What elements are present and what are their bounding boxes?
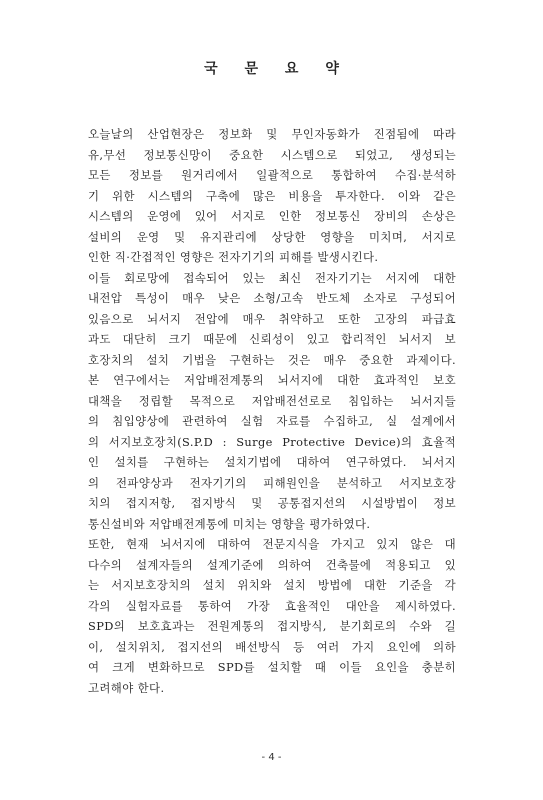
body-line: 는 서지보호장치의 설치 위치와 설치 방법에 대한 기준을 각	[88, 578, 456, 592]
body-line: 대책을 정립할 목적으로 저압배전선로로 침입하는 뇌서지들	[88, 393, 456, 408]
body-line: 이, 설치위치, 접지선의 배선방식 등 여러 가지 요인에 의하	[88, 639, 456, 654]
body-line: 의 전파양상과 전자기기의 피해원인을 분석하고 서지보호장	[88, 475, 456, 490]
body-line: 각의 실험자료를 통하여 가장 효율적인 대안을 제시하였다.	[88, 598, 456, 613]
body-line: 있음으로 뇌서지 전압에 매우 취약하고 또한 고장의 파급효	[88, 311, 456, 326]
body-line: 또한, 현재 뇌서지에 대하여 전문지식을 가지고 있지 않은 대	[88, 537, 456, 551]
body-line: 유,무선 정보통신망이 중요한 시스템으로 되었고, 생성되는	[88, 147, 456, 162]
body-line: 고려해야 한다.	[88, 680, 165, 695]
body-line: 여 크게 변화하므로 SPD를 설치할 때 이들 요인을 충분히	[88, 660, 456, 674]
body-line: 본 연구에서는 저압배전계통의 뇌서지에 대한 효과적인 보호	[88, 373, 456, 387]
body-line: 인 설치를 구현하는 설치기법에 대하여 연구하였다. 뇌서지	[88, 455, 456, 469]
page-number: - 4 -	[261, 752, 282, 763]
body-line: 시스템의 운영에 있어 서지로 인한 정보통신 장비의 손상은	[88, 209, 456, 223]
body-line: 과도 대단히 크기 때문에 신뢰성이 있고 합리적인 뇌서지 보	[88, 332, 456, 346]
body-line: 설비의 운영 및 유지관리에 상당한 영향을 미치며, 서지로	[88, 229, 456, 244]
body-line: 오늘날의 산업현장은 정보화 및 무인자동화가 진점됨에 따라	[88, 127, 456, 141]
body-line: 호장치의 설치 기법을 구현하는 것은 매우 중요한 과제이다.	[88, 352, 456, 367]
page-title: 국 문 요 약	[204, 61, 350, 77]
body-line: 이들 회로망에 접속되어 있는 최신 전자기기는 서지에 대한	[88, 270, 456, 285]
abstract-body	[88, 124, 456, 698]
body-line: 치의 접지저항, 접지방식 및 공통접지선의 시설방법이 정보	[88, 496, 456, 510]
body-line: SPD의 보호효과는 전원계통의 접지방식, 분기회로의 수와 길	[88, 619, 456, 633]
body-line: 다수의 설계자들의 설계기준에 의하여 건축물에 적용되고 있	[88, 557, 456, 572]
body-line: 의 침입양상에 관련하여 실험 자료를 수집하고, 실 설계에서	[88, 414, 456, 428]
body-line: 내전압 특성이 매우 낮은 소형/고속 반도체 소자로 구성되어	[88, 291, 456, 305]
body-line: 기 위한 시스템의 구축에 많은 비용을 투자한다. 이와 같은	[88, 188, 456, 203]
body-line: 의 서지보호장치(S.P.D : Surge Protective Device)의 효율적	[88, 434, 456, 449]
body-line: 통신설비와 저압배전계통에 미치는 영향을 평가하였다.	[88, 516, 371, 531]
body-line: 모든 정보를 원거리에서 일괄적으로 통합하여 수집·분석하	[88, 168, 456, 182]
body-line: 인한 직·간접적인 영향은 전자기기의 피해를 발생시킨다.	[88, 250, 379, 264]
